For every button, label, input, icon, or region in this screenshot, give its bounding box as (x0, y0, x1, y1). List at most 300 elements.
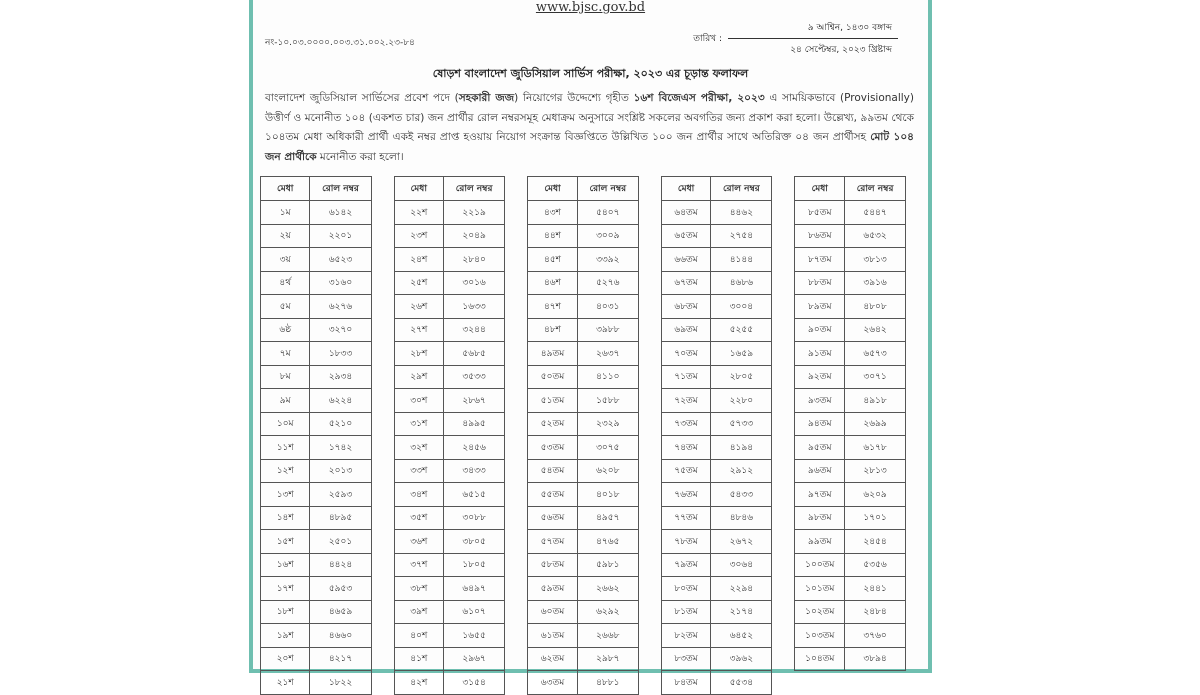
merit-rank: ১২শ (261, 459, 310, 483)
table-row (394, 624, 505, 648)
roll-number: ৪৯১৮ (845, 389, 906, 413)
roll-number: ৬২৯২ (577, 600, 638, 624)
roll-number: ২৮৬৭ (444, 389, 505, 413)
roll-number: ৬১৭৮ (845, 436, 906, 460)
table-row (795, 483, 906, 507)
roll-number: ২৭৫৪ (711, 224, 772, 248)
table-row (394, 318, 505, 342)
roll-number: ৪৬৫৯ (310, 600, 371, 624)
roll-number: ৩০৭৫ (577, 436, 638, 460)
roll-number: ৩০৭১ (845, 365, 906, 389)
roll-number: ৬৪৯৭ (444, 577, 505, 601)
merit-rank: ৯৬তম (795, 459, 845, 483)
roll-number: ২৪৫৪ (845, 530, 906, 554)
table-row (661, 318, 772, 342)
roll-number: ৬৫১৫ (444, 483, 505, 507)
roll-number: ৪২১৭ (310, 647, 371, 671)
roll-number: ৬২০৯ (845, 483, 906, 507)
roll-number: ২৮০৫ (711, 365, 772, 389)
table-header-row (261, 177, 372, 201)
date-english: ২৪ সেপ্টেম্বর, ২০২৩ খ্রিষ্টাব্দ (790, 45, 892, 55)
merit-rank: ৭৩তম (661, 412, 711, 436)
roll-number: ৪৬৬০ (310, 624, 371, 648)
roll-number: ২৮১৩ (845, 459, 906, 483)
intro-bold: সহকারী জজ (458, 92, 515, 104)
roll-number: ৩৮৯৪ (845, 647, 906, 671)
roll-number: ২২৯৪ (711, 577, 772, 601)
roll-number: ৪০১৮ (577, 483, 638, 507)
roll-header: রোল নম্বর (577, 177, 638, 201)
roll-number: ৪৮৯৫ (310, 506, 371, 530)
intro-text: ) নিয়োগের উদ্দেশ্যে গৃহীত (514, 92, 634, 104)
table-row (261, 647, 372, 671)
roll-number: ৩১৬০ (310, 271, 371, 295)
merit-rank: ১৭শ (261, 577, 310, 601)
table-row (661, 295, 772, 319)
merit-rank: ২৭শ (394, 318, 443, 342)
roll-number: ৬১০৭ (444, 600, 505, 624)
roll-number: ৫৫৩৪ (711, 671, 772, 695)
roll-number: ২৬৩৭ (577, 342, 638, 366)
roll-number: ৩১৫৪ (444, 671, 505, 695)
merit-rank: ১০৩তম (795, 624, 845, 648)
merit-rank: ৪৭শ (528, 295, 578, 319)
merit-rank: ৮০তম (661, 577, 711, 601)
table-row (261, 671, 372, 695)
roll-number: ৩২৭০ (310, 318, 371, 342)
merit-rank: ২০শ (261, 647, 310, 671)
merit-rank: ৮৭তম (795, 248, 845, 272)
roll-number: ৩৮০৫ (444, 530, 505, 554)
merit-rank: ৯০তম (795, 318, 845, 342)
table-row (261, 201, 372, 225)
roll-number: ১৮০৫ (444, 553, 505, 577)
roll-number: ৩৯১৬ (845, 271, 906, 295)
table-row (394, 436, 505, 460)
merit-rank: ৭২তম (661, 389, 711, 413)
merit-rank: ৪৯তম (528, 342, 578, 366)
roll-number: ৩৯৮৮ (577, 318, 638, 342)
merit-rank: ২৩শ (394, 224, 443, 248)
merit-rank: ৭৮তম (661, 530, 711, 554)
merit-rank: ৭৪তম (661, 436, 711, 460)
table-row (795, 459, 906, 483)
table-row (261, 577, 372, 601)
table-row (528, 342, 639, 366)
table-row (661, 600, 772, 624)
roll-number: ২৬৭২ (711, 530, 772, 554)
table-row (528, 224, 639, 248)
merit-header: মেধা (795, 177, 845, 201)
merit-rank: ৪র্থ (261, 271, 310, 295)
roll-number: ২০৪৯ (444, 224, 505, 248)
merit-header: মেধা (528, 177, 578, 201)
table-row (795, 647, 906, 671)
table-row (661, 436, 772, 460)
table-row (261, 389, 372, 413)
merit-rank: ৩৩শ (394, 459, 443, 483)
date-label: তারিখ : (693, 34, 722, 44)
roll-number: ২৫০১ (310, 530, 371, 554)
merit-rank: ৩০শ (394, 389, 443, 413)
roll-number: ৪৪৬২ (711, 201, 772, 225)
roll-number: ৪৯৫৭ (577, 506, 638, 530)
merit-rank: ৫০তম (528, 365, 578, 389)
merit-tables (260, 176, 928, 695)
roll-number: ২১৭৪ (711, 600, 772, 624)
merit-rank: ১৮শ (261, 600, 310, 624)
table-row (394, 553, 505, 577)
table-row (661, 530, 772, 554)
table-row (394, 365, 505, 389)
roll-number: ১৬৫৫ (444, 624, 505, 648)
table-row (261, 295, 372, 319)
merit-rank: ৪৪শ (528, 224, 578, 248)
merit-rank: ৩১শ (394, 412, 443, 436)
table-header-row (795, 177, 906, 201)
table-row (795, 342, 906, 366)
table-row (661, 577, 772, 601)
merit-table-4 (661, 176, 773, 695)
merit-rank: ৪০শ (394, 624, 443, 648)
roll-number: ২৬৯৯ (845, 412, 906, 436)
table-row (394, 342, 505, 366)
table-row (528, 624, 639, 648)
merit-rank: ১১শ (261, 436, 310, 460)
table-row (528, 412, 639, 436)
notice-title: ষোড়শ বাংলাদেশ জুডিসিয়াল সার্ভিস পরীক্ষা, ২০২৩ এর চূড়ান্ত ফলাফল (432, 67, 749, 80)
roll-number: ৪৮৮১ (577, 671, 638, 695)
merit-rank: ১৩শ (261, 483, 310, 507)
merit-rank: ৯৪তম (795, 412, 845, 436)
merit-rank: ১৯শ (261, 624, 310, 648)
roll-number: ৬৪৫২ (711, 624, 772, 648)
table-row (261, 365, 372, 389)
merit-rank: ৬৪তম (661, 201, 711, 225)
merit-rank: ৮৩তম (661, 647, 711, 671)
merit-rank: ৯৩তম (795, 389, 845, 413)
table-row (394, 506, 505, 530)
roll-number: ৩০১৬ (444, 271, 505, 295)
merit-rank: ৮১তম (661, 600, 711, 624)
merit-rank: ৬৮তম (661, 295, 711, 319)
table-row (394, 600, 505, 624)
merit-rank: ৮২তম (661, 624, 711, 648)
roll-header: রোল নম্বর (711, 177, 772, 201)
table-row (795, 271, 906, 295)
table-row (261, 624, 372, 648)
roll-number: ১৬৩৩ (444, 295, 505, 319)
roll-number: ১৮৩৩ (310, 342, 371, 366)
table-row (528, 389, 639, 413)
roll-number: ৪০৩১ (577, 295, 638, 319)
table-row (394, 271, 505, 295)
roll-number: ৬২২৪ (310, 389, 371, 413)
table-row (261, 248, 372, 272)
table-row (394, 224, 505, 248)
merit-rank: ৮৫তম (795, 201, 845, 225)
table-row (528, 248, 639, 272)
merit-rank: ২৪শ (394, 248, 443, 272)
table-row (528, 483, 639, 507)
roll-number: ২২৮০ (711, 389, 772, 413)
table-row (394, 647, 505, 671)
table-row (394, 412, 505, 436)
table-row (528, 318, 639, 342)
table-row (795, 318, 906, 342)
roll-number: ৬২০৮ (577, 459, 638, 483)
roll-number: ৩০০৪ (711, 295, 772, 319)
table-row (661, 506, 772, 530)
notice-document (249, 0, 932, 688)
table-row (528, 436, 639, 460)
table-row (261, 506, 372, 530)
table-row (394, 295, 505, 319)
merit-rank: ৩৭শ (394, 553, 443, 577)
table-row (261, 271, 372, 295)
table-row (394, 459, 505, 483)
merit-rank: ৮৯তম (795, 295, 845, 319)
roll-number: ২৬৪২ (845, 318, 906, 342)
merit-rank: ১০০তম (795, 553, 845, 577)
intro-text: মনোনীত করা হলো। (316, 150, 404, 163)
roll-header: রোল নম্বর (444, 177, 505, 201)
table-row (661, 624, 772, 648)
roll-number: ৬৫৩২ (845, 224, 906, 248)
intro-text: এ সাময়িকভাবে (Provisionally) উত্তীর্ণ ও মনোনীত ১০৪ (একশত চার) জন প্রার্থীর রোল নম্বরসমূহ মেধাক্রম অনুসারে সংশ্লিষ্ট সকলের অবগতির জন্য প্রকাশ করা হলো। উল্লেখ্য, ৯৯তম থেকে ১০৪তম মেধা অধিকারী প্রার্থী একই নম্বর প্রাপ্ত হওয়ায় নিয়োগ সংক্রান্ত বিজ্ঞপ্তিতে উল্লিখিত ১০০ জন প্রার্থীর সাথে অতিরিক্ত ০৪ জন প্রার্থীসহ (265, 92, 914, 143)
merit-rank: ৪৩শ (528, 201, 578, 225)
roll-number: ৫৩৫৬ (845, 553, 906, 577)
table-row (795, 201, 906, 225)
merit-rank: ৫২তম (528, 412, 578, 436)
roll-number: ৫২৭৬ (577, 271, 638, 295)
roll-number: ৩৫৩৩ (444, 365, 505, 389)
merit-table (527, 176, 639, 695)
roll-number: ১৭৪২ (310, 436, 371, 460)
table-row (528, 295, 639, 319)
roll-number: ২২০১ (310, 224, 371, 248)
roll-number: ৪৭৬৫ (577, 530, 638, 554)
merit-rank: ১৪শ (261, 506, 310, 530)
table-row (661, 365, 772, 389)
merit-rank: ৬১তম (528, 624, 578, 648)
merit-rank: ৫৯তম (528, 577, 578, 601)
merit-rank: ৭ম (261, 342, 310, 366)
merit-rank: ৫১তম (528, 389, 578, 413)
table-row (261, 459, 372, 483)
table-row (261, 318, 372, 342)
table-row (795, 600, 906, 624)
table-row (528, 271, 639, 295)
roll-number: ২০১৩ (310, 459, 371, 483)
merit-rank: ৫৮তম (528, 553, 578, 577)
table-row (661, 647, 772, 671)
merit-rank: ৩২শ (394, 436, 443, 460)
table-row (661, 412, 772, 436)
merit-rank: ৩য় (261, 248, 310, 272)
merit-rank: ১০১তম (795, 577, 845, 601)
roll-number: ২৯৮৭ (577, 647, 638, 671)
table-row (661, 248, 772, 272)
table-row (261, 342, 372, 366)
table-row (528, 553, 639, 577)
date-block (693, 20, 898, 57)
roll-number: ২৬৬২ (577, 577, 638, 601)
roll-number: ৬৫২৩ (310, 248, 371, 272)
roll-number: ৫২৫৫ (711, 318, 772, 342)
merit-table (260, 176, 372, 695)
table-row (661, 224, 772, 248)
merit-table (394, 176, 506, 695)
date-bangla: ৯ আশ্বিন, ১৪৩০ বঙ্গাব্দ (728, 20, 898, 39)
roll-number: ১৫৮৮ (577, 389, 638, 413)
roll-number: ৩৪৩৩ (444, 459, 505, 483)
merit-rank: ৬৬তম (661, 248, 711, 272)
roll-number: ৪৮০৮ (845, 295, 906, 319)
table-row (394, 483, 505, 507)
merit-rank: ২৬শ (394, 295, 443, 319)
merit-rank: ৭০তম (661, 342, 711, 366)
roll-number: ৩০৬৪ (711, 553, 772, 577)
roll-number: ৪৪২৪ (310, 553, 371, 577)
table-row (795, 506, 906, 530)
merit-rank: ৬০তম (528, 600, 578, 624)
merit-header: মেধা (261, 177, 310, 201)
roll-number: ৪১৯৪ (711, 436, 772, 460)
merit-rank: ৭১তম (661, 365, 711, 389)
table-header-row (661, 177, 772, 201)
intro-bold: ১৬শ বিজেএস পরীক্ষা, ২০২৩ (633, 92, 765, 104)
merit-rank: ২১শ (261, 671, 310, 695)
merit-rank: ৭৫তম (661, 459, 711, 483)
merit-rank: ৬৭তম (661, 271, 711, 295)
table-row (261, 436, 372, 460)
table-row (661, 201, 772, 225)
table-row (394, 577, 505, 601)
table-row (528, 647, 639, 671)
table-row (261, 530, 372, 554)
table-row (394, 389, 505, 413)
merit-rank: ৬৩তম (528, 671, 578, 695)
merit-rank: ৫৭তম (528, 530, 578, 554)
merit-table-5 (794, 176, 906, 695)
table-row (394, 201, 505, 225)
roll-number: ২৪৮৪ (845, 600, 906, 624)
merit-rank: ৪৮শ (528, 318, 578, 342)
table-row (394, 530, 505, 554)
table-row (261, 553, 372, 577)
roll-number: ৫৪০৭ (577, 201, 638, 225)
table-header-row (394, 177, 505, 201)
merit-rank: ৩৬শ (394, 530, 443, 554)
table-row (661, 459, 772, 483)
roll-number: ৩৩৯২ (577, 248, 638, 272)
roll-number: ৩৮১৩ (845, 248, 906, 272)
merit-rank: ২য় (261, 224, 310, 248)
table-row (528, 506, 639, 530)
table-row (661, 553, 772, 577)
roll-number: ৫২১০ (310, 412, 371, 436)
table-row (795, 553, 906, 577)
roll-number: ৫৯৫৩ (310, 577, 371, 601)
table-row (795, 365, 906, 389)
website-link[interactable]: www.bjsc.gov.bd (535, 0, 646, 15)
merit-rank: ৫৬তম (528, 506, 578, 530)
roll-number: ১৬৫৯ (711, 342, 772, 366)
merit-rank: ২৯শ (394, 365, 443, 389)
roll-number: ২৯১২ (711, 459, 772, 483)
merit-rank: ৫৩তম (528, 436, 578, 460)
roll-number: ২৮৪০ (444, 248, 505, 272)
merit-rank: ৫৪তম (528, 459, 578, 483)
merit-rank: ২২শ (394, 201, 443, 225)
table-row (261, 600, 372, 624)
roll-number: ২৯৬৭ (444, 647, 505, 671)
roll-number: ১৭০১ (845, 506, 906, 530)
merit-rank: ৬ষ্ঠ (261, 318, 310, 342)
merit-rank: ৯ম (261, 389, 310, 413)
roll-number: ৪৮৪৬ (711, 506, 772, 530)
table-row (795, 530, 906, 554)
table-header-row (528, 177, 639, 201)
merit-header: মেধা (394, 177, 443, 201)
table-row (528, 671, 639, 695)
merit-rank: ৯৫তম (795, 436, 845, 460)
table-row (795, 295, 906, 319)
roll-number: ৪১৪৪ (711, 248, 772, 272)
merit-rank: ৪২শ (394, 671, 443, 695)
memo-number: নং-১০.০৩.০০০০.০০৩.৩১.০০২.২৩-৮৪ (265, 38, 415, 48)
merit-rank: ২৮শ (394, 342, 443, 366)
table-row (394, 248, 505, 272)
intro-text: বাংলাদেশ জুডিসিয়াল সার্ভিসের প্রবেশ পদে ( (265, 92, 459, 104)
merit-rank: ৭৬তম (661, 483, 711, 507)
roll-header: রোল নম্বর (310, 177, 371, 201)
table-row (261, 224, 372, 248)
merit-rank: ৪৬শ (528, 271, 578, 295)
merit-rank: ৮ম (261, 365, 310, 389)
roll-number: ৩০০৯ (577, 224, 638, 248)
table-row (795, 412, 906, 436)
table-row (661, 342, 772, 366)
table-row (795, 577, 906, 601)
table-row (528, 530, 639, 554)
roll-number: ২৫৯৩ (310, 483, 371, 507)
table-row (528, 365, 639, 389)
merit-rank: ৮৬তম (795, 224, 845, 248)
merit-rank: ৩৫শ (394, 506, 443, 530)
roll-number: ৪৬৮৬ (711, 271, 772, 295)
merit-rank: ৬৫তম (661, 224, 711, 248)
roll-number: ৩০৮৮ (444, 506, 505, 530)
table-row (528, 577, 639, 601)
merit-table (794, 176, 906, 671)
merit-rank: ৬২তম (528, 647, 578, 671)
merit-rank: ৫ম (261, 295, 310, 319)
roll-number: ৬৫৭৩ (845, 342, 906, 366)
merit-rank: ৯২তম (795, 365, 845, 389)
merit-rank: ১৫শ (261, 530, 310, 554)
table-row (528, 201, 639, 225)
roll-number: ৫৯৮১ (577, 553, 638, 577)
roll-number: ৪৯৯৫ (444, 412, 505, 436)
roll-number: ৩৭৬০ (845, 624, 906, 648)
table-row (528, 600, 639, 624)
table-row (661, 671, 772, 695)
roll-number: ২৯৩৪ (310, 365, 371, 389)
merit-rank: ৯৯তম (795, 530, 845, 554)
table-row (795, 624, 906, 648)
